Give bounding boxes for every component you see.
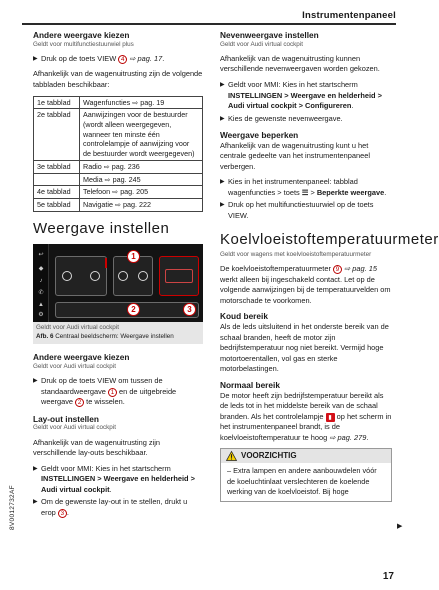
paragraph: Afhankelijk van de wagenuitrusting zijn de volgende tabbladen beschikbaar:	[33, 69, 203, 89]
section-title: Weergave beperken	[220, 130, 299, 141]
continue-arrow-icon: ▶	[397, 523, 403, 530]
paragraph: Als de leds uitsluitend in het onderste bereik van de schaal branden, heeft de motor zijn bedrijfstemperatuur nog niet bereikt. Vermijd hoge motortoerentallen, vol gas en sterke motorbelastingen.	[220, 322, 389, 374]
bullet-arrow-icon: ▶	[220, 81, 225, 88]
bullet-arrow-icon: ▶	[220, 202, 225, 209]
settings-icon: ⚙	[38, 312, 44, 319]
callout-line	[105, 258, 107, 268]
left-column	[33, 30, 203, 520]
callout-1: 1	[127, 250, 140, 263]
callout-badge: 3	[58, 509, 67, 518]
section-subtitle: Geldt voor multifunctiestuurwiel plus	[33, 40, 134, 48]
right-column	[220, 30, 439, 502]
bullet-arrow-icon: ▶	[33, 499, 38, 506]
tab-name-cell: 3e tabblad	[34, 160, 80, 173]
document-code: 8V0012732AF	[9, 485, 16, 530]
tab-content-cell: Radio ⇨ pag. 236	[80, 160, 203, 173]
coolant-warning-lamp-icon: ▮	[326, 413, 335, 422]
figure-caption	[33, 322, 203, 344]
warning-triangle-icon	[226, 451, 237, 461]
paragraph: Afhankelijk van de wagenuitrusting zijn verschillende lay-outs beschikbaar.	[33, 437, 160, 458]
back-arrow-icon: ↩	[38, 252, 44, 259]
music-icon: ♪	[39, 278, 43, 285]
section-heading: Koelvloeistoftemperatuurmeter	[220, 231, 439, 249]
car-icon: ◆	[38, 266, 44, 273]
section-title: Andere weergave kiezen	[33, 352, 130, 363]
paragraph: Afhankelijk van de wagenuitrusting kunt u het centrale gedeelte van het instrumentenpaneel verbergen.	[220, 140, 370, 171]
tab-content-cell: Aanwijzingen voor de bestuurder (wordt alleen weergegeven, wanneer ten minste één controlelampje of aanwijzing voor de bestuurder wordt weergegeven)	[80, 109, 203, 161]
paragraph: De koelvloeistoftemperatuurmeter 9 ⇨ pag. 15 werkt alleen bij ingeschakeld contact. Let op de volgende aanwijzingen bij de temperatuurvelden om motorschade te voorkomen.	[220, 264, 391, 305]
section-subtitle: Geldt voor wagens met koelvloeistoftemperatuurmeter	[220, 251, 372, 259]
section-subtitle: Geldt voor Audi virtual cockpit	[33, 424, 116, 432]
page-number: 17	[382, 571, 394, 582]
instruction-step: ▶ Geldt voor MMI: Kies in het startscherm INSTELLINGEN > Weergave en helderheid > Audi virtual cockpit > Configureren.	[220, 79, 382, 111]
section-title: Nevenweergave instellen	[220, 30, 319, 40]
figure-caption-text: Centraal beeldscherm: Weergave instellen	[55, 333, 174, 341]
table-row	[34, 173, 203, 186]
bullet-arrow-icon: ▶	[33, 378, 38, 385]
figure-label: Afb. 6	[36, 333, 54, 341]
navigation-icon: ▲	[38, 302, 44, 309]
callout-badge: 1	[108, 388, 117, 397]
instruction-step: ▶ Om de gewenste lay-out in te stellen, drukt u erop 3 .	[33, 497, 188, 517]
tab-content-cell: Telefoon ⇨ pag. 205	[80, 186, 203, 199]
instruction-step: ▶ Druk op de toets VIEW 4 ⇨ pag. 17.	[33, 53, 165, 63]
page-reference[interactable]: ⇨ pag. 17	[129, 53, 163, 63]
caution-header	[221, 449, 391, 463]
callout-3: 3	[183, 303, 196, 316]
instruction-step: ▶ Druk op de toets VIEW om tussen de standaardweergave 1 en de uitgebreide weergave 2 te wisselen.	[33, 376, 177, 407]
instruction-step: ▶ Geldt voor MMI: Kies in het startscherm INSTELLINGEN > Weergave en helderheid > Audi virtual cockpit.	[33, 463, 195, 494]
speedometer-dial	[138, 271, 148, 281]
section-title: Andere weergave kiezen	[33, 30, 130, 40]
callout-badge: 4	[118, 55, 127, 64]
table-row	[34, 109, 203, 161]
paragraph: De motor heeft zijn bedrijfstemperatuur bereikt als de leds tot in het middelste bereik van de schaal branden. Als het controlelampje ▮ op het scherm in het instrumentenpaneel brandt, is de koelvloeistoftemperatuur te hoog ⇨ pag. 279.	[220, 390, 392, 442]
tabs-table	[33, 96, 203, 212]
page-header	[0, 0, 416, 24]
bullet-arrow-icon: ▶	[220, 179, 225, 186]
paragraph: Afhankelijk van de wagenuitrusting kunnen verschillende nevenweergaven worden gekozen.	[220, 53, 380, 74]
page-reference[interactable]: ⇨ pag. 279	[329, 432, 367, 442]
callout-2: 2	[127, 303, 140, 316]
tab-content-cell: Media ⇨ pag. 245	[80, 173, 203, 186]
table-row	[34, 186, 203, 199]
page-reference[interactable]: ⇨ pag. 15	[344, 264, 377, 274]
tab-content-cell: Wagenfuncties ⇨ pag. 19	[80, 96, 203, 109]
callout-badge: 9	[333, 265, 342, 274]
layout-option-infotainment[interactable]	[159, 256, 199, 296]
tab-name-cell: 4e tabblad	[34, 186, 80, 199]
screen-sidebar	[33, 244, 49, 322]
section-subtitle: Geldt voor Audi virtual cockpit	[33, 362, 116, 370]
callout-badge: 2	[75, 398, 84, 407]
tab-name-cell: 1e tabblad	[34, 96, 80, 109]
phone-icon: ✆	[38, 290, 44, 297]
bullet-arrow-icon: ▶	[33, 55, 38, 62]
tab-name-cell	[34, 173, 80, 186]
tab-content-cell: Navigatie ⇨ pag. 222	[80, 198, 203, 211]
caution-title: VOORZICHTIG	[241, 451, 297, 461]
bullet-arrow-icon: ▶	[220, 115, 225, 122]
menu-icon: ☰	[301, 187, 309, 197]
map-view-preview	[165, 269, 193, 283]
tachometer-dial	[118, 271, 128, 281]
chapter-title: Instrumentenpaneel	[302, 10, 396, 21]
instruction-step: ▶ Druk op het multifunctiestuurwiel op de toets VIEW.	[220, 200, 374, 220]
figure-central-display	[33, 244, 203, 322]
section-title: Koud bereik	[220, 311, 268, 322]
section-title: Normaal bereik	[220, 379, 280, 390]
table-row	[34, 96, 203, 109]
table-row	[34, 198, 203, 211]
header-rule	[22, 23, 396, 25]
tachometer-dial	[62, 271, 72, 281]
speedometer-dial	[90, 271, 100, 281]
table-row	[34, 160, 203, 173]
instruction-step: ▶ Kies in het instrumentenpaneel: tabblad wagenfuncties > toets ☰ > Beperkte weergave.	[220, 177, 387, 197]
caution-box	[220, 448, 392, 502]
instruction-step: ▶ Kies de gewenste nevenweergave.	[220, 113, 343, 123]
bullet-arrow-icon: ▶	[33, 465, 38, 472]
section-subtitle: Geldt voor Audi virtual cockpit	[220, 40, 303, 48]
section-heading: Weergave instellen	[33, 219, 170, 237]
tab-name-cell: 2e tabblad	[34, 109, 80, 161]
tab-name-cell: 5e tabblad	[34, 198, 80, 211]
layout-option-classic[interactable]	[55, 256, 107, 296]
caution-text: – Extra lampen en andere aanbouwdelen vóór de koeluchtinlaat verslechteren de koelende werking van de koelvloeistof. Bij hoge	[227, 466, 377, 496]
figure-note: Geldt voor Audi virtual cockpit	[36, 324, 119, 332]
section-title: Lay-out instellen	[33, 413, 99, 424]
